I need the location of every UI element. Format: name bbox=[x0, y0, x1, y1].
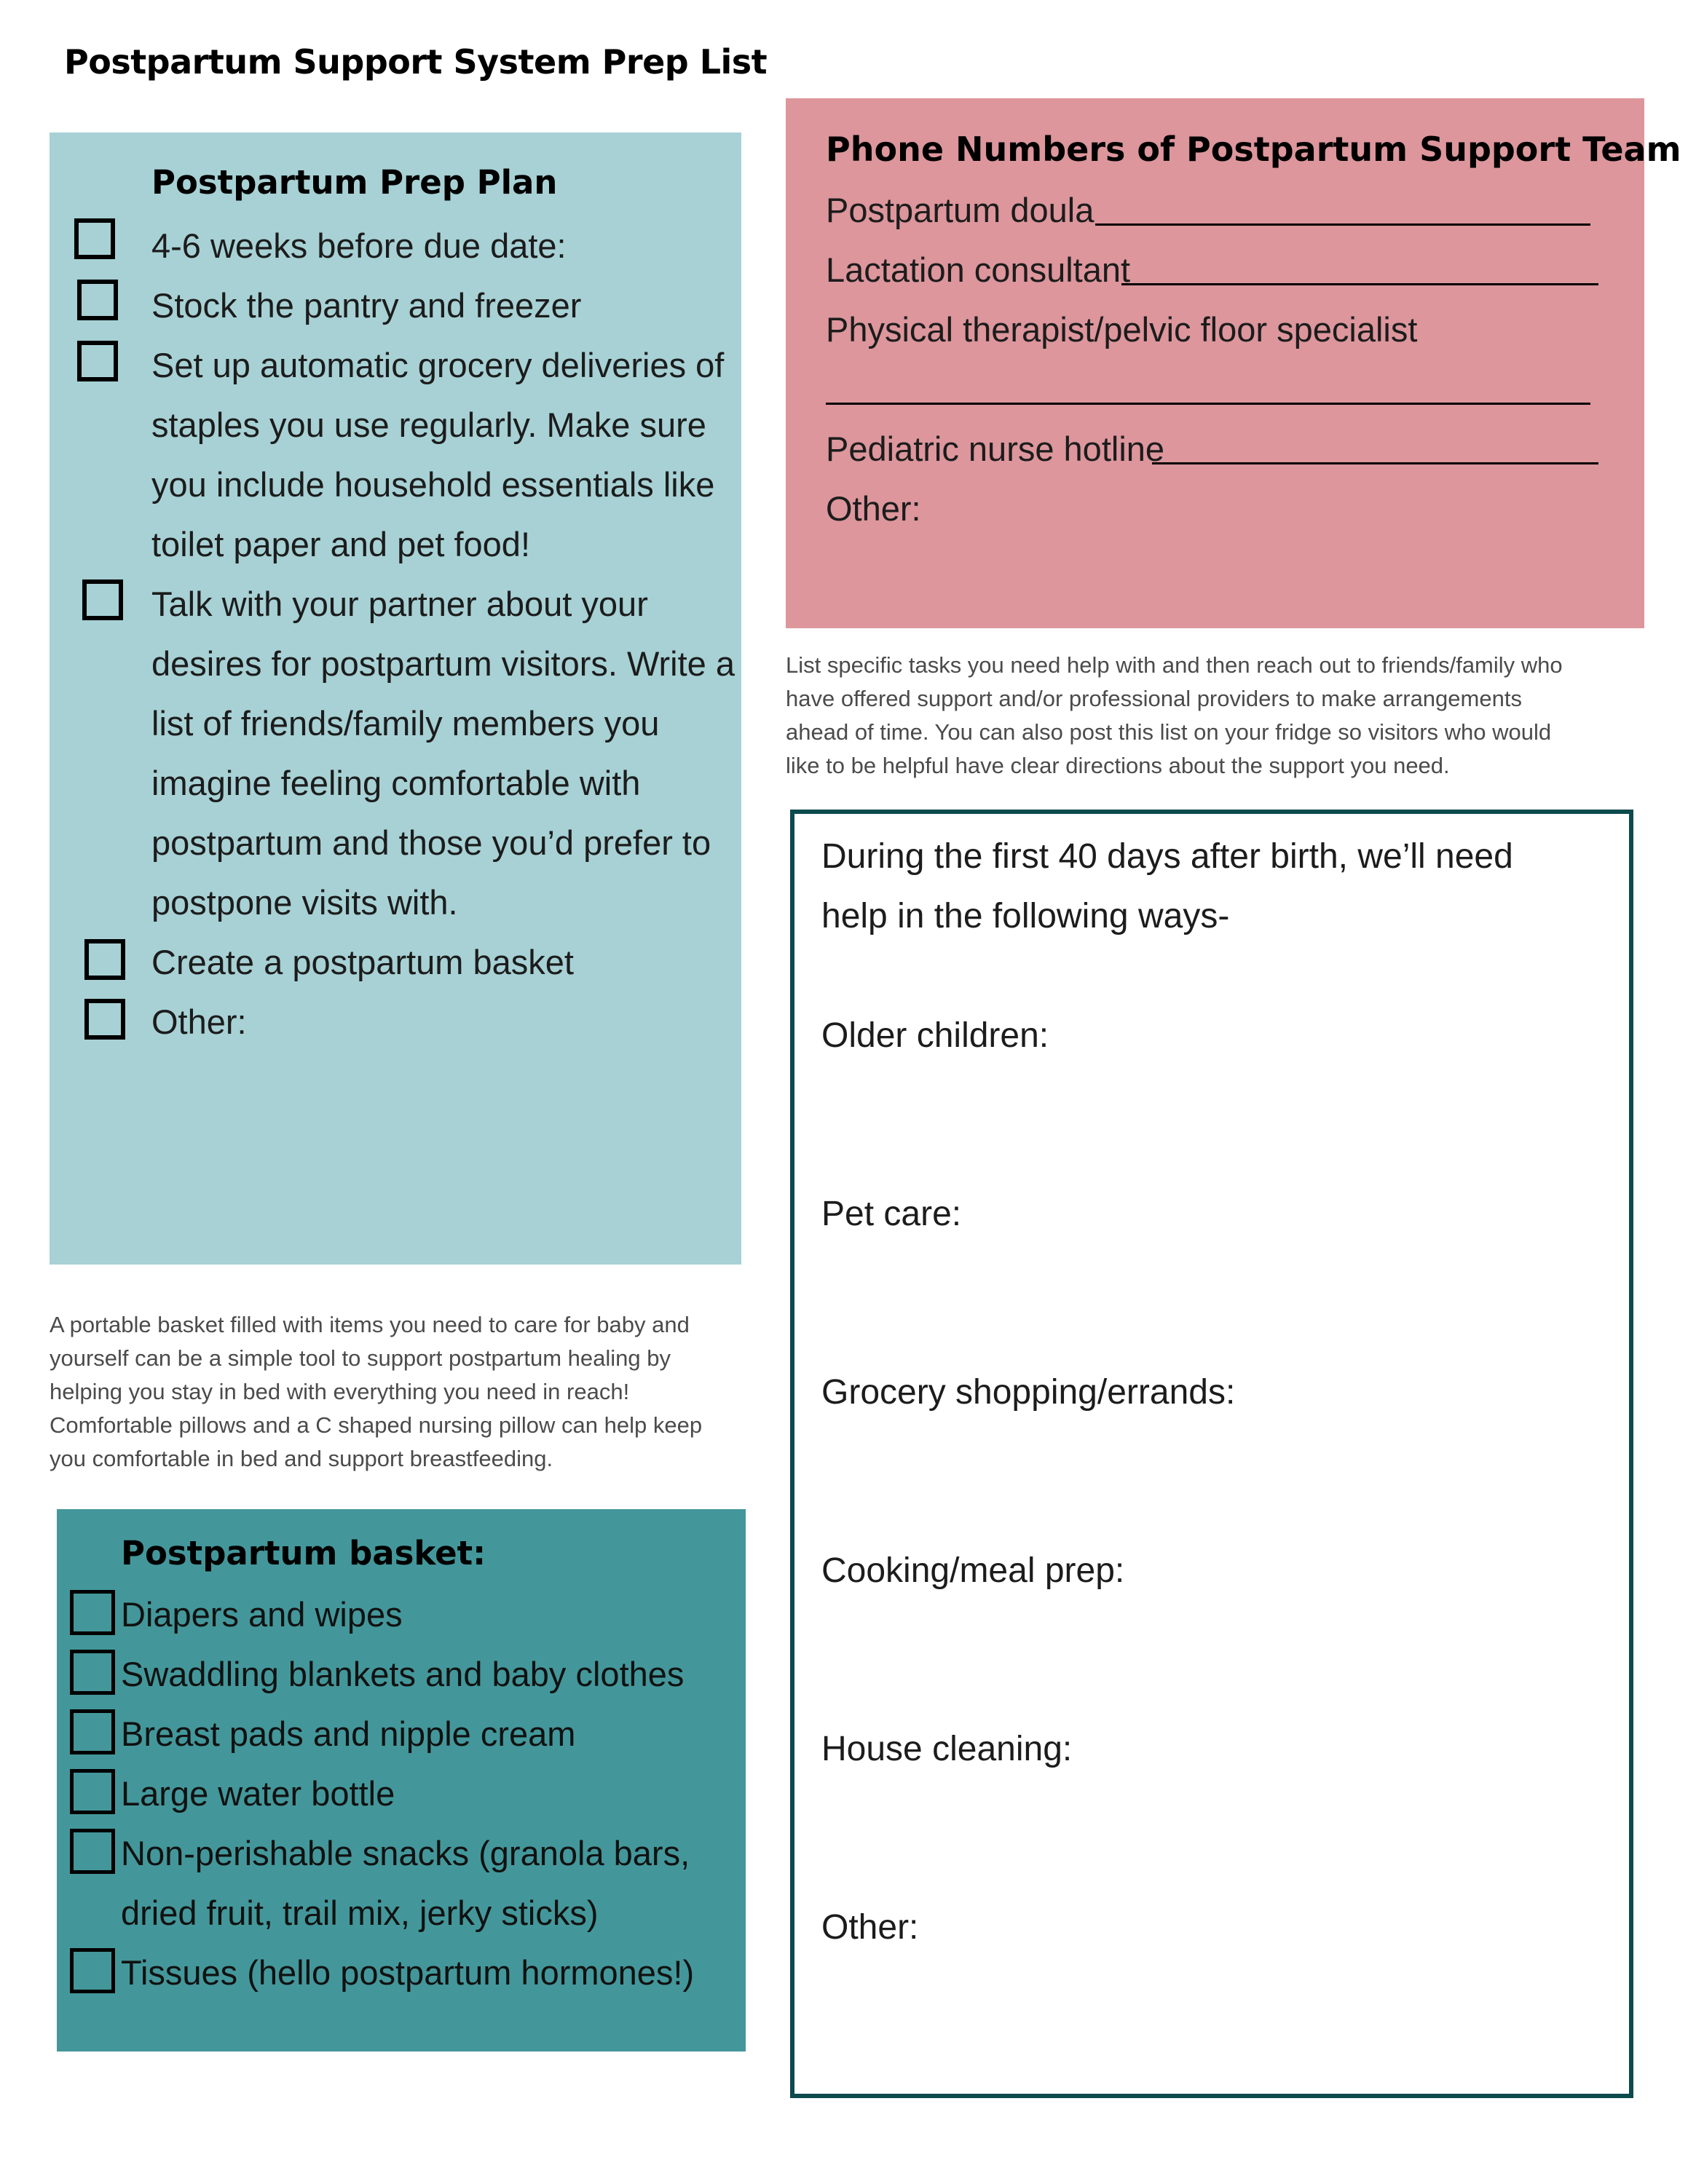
checkbox-grocery-deliveries[interactable] bbox=[77, 341, 118, 381]
checkbox-breast-pads[interactable] bbox=[70, 1709, 115, 1754]
prep-item: Other: bbox=[151, 1002, 247, 1041]
checkbox-snacks[interactable] bbox=[70, 1829, 115, 1874]
basket-caption-line: yourself can be a simple tool to support postpartum healing by bbox=[50, 1345, 671, 1371]
prep-item-continued: staples you use regularly. Make sure bbox=[151, 405, 706, 444]
phone-item-physical-therapist: Physical therapist/pelvic floor specialist bbox=[826, 310, 1418, 349]
tasks-caption-line: ahead of time. You can also post this list on your fridge so visitors who would bbox=[786, 719, 1552, 745]
doula-number-field[interactable] bbox=[1095, 223, 1590, 226]
prep-item: Set up automatic grocery deliveries of bbox=[151, 346, 725, 384]
need-grocery-errands: Grocery shopping/errands: bbox=[821, 1373, 1236, 1412]
need-pet-care: Pet care: bbox=[821, 1195, 962, 1233]
prep-item-continued: list of friends/family members you bbox=[151, 704, 660, 743]
phone-heading: Phone Numbers of Postpartum Support Team bbox=[826, 130, 1681, 169]
tasks-caption-line: have offered support and/or professional providers to make arrangements bbox=[786, 686, 1522, 711]
prep-item-continued: postpone visits with. bbox=[151, 883, 458, 922]
need-other: Other: bbox=[821, 1908, 919, 1947]
basket-caption-line: you comfortable in bed and support breastfeeding. bbox=[50, 1446, 553, 1471]
checkbox-water-bottle[interactable] bbox=[70, 1769, 115, 1814]
tasks-caption-line: List specific tasks you need help with and then reach out to friends/family who bbox=[786, 652, 1563, 678]
basket-item: Non-perishable snacks (granola bars, bbox=[121, 1834, 690, 1872]
checkbox-swaddling[interactable] bbox=[70, 1650, 115, 1695]
phone-item-other: Other: bbox=[826, 489, 921, 528]
phone-item-lactation: Lactation consultant bbox=[826, 250, 1131, 289]
prep-item: Talk with your partner about your bbox=[151, 585, 648, 623]
checkbox-diapers[interactable] bbox=[70, 1590, 115, 1635]
basket-caption-line: A portable basket filled with items you need to care for baby and bbox=[50, 1312, 690, 1337]
needs-intro-line: During the first 40 days after birth, we’ll need bbox=[821, 837, 1513, 876]
basket-item: Swaddling blankets and baby clothes bbox=[121, 1655, 685, 1693]
basket-caption-line: helping you stay in bed with everything you need in reach! bbox=[50, 1379, 630, 1404]
prep-item-continued: toilet paper and pet food! bbox=[151, 525, 531, 563]
page-title: Postpartum Support System Prep List bbox=[64, 42, 768, 82]
need-cooking-meal-prep: Cooking/meal prep: bbox=[821, 1551, 1125, 1590]
basket-item: Diapers and wipes bbox=[121, 1595, 403, 1634]
basket-item: Breast pads and nipple cream bbox=[121, 1714, 576, 1753]
prep-plan-heading: Postpartum Prep Plan bbox=[151, 163, 558, 202]
nurse-hotline-number-field[interactable] bbox=[1152, 462, 1598, 464]
lactation-number-field[interactable] bbox=[1121, 283, 1598, 285]
physical-therapist-number-field[interactable] bbox=[826, 403, 1590, 405]
phone-numbers-panel bbox=[786, 98, 1644, 628]
checkbox-weeks-before[interactable] bbox=[74, 218, 115, 259]
prep-item-continued: postpartum and those you’d prefer to bbox=[151, 823, 711, 862]
needs-intro-line: help in the following ways- bbox=[821, 897, 1230, 935]
help-needs-box bbox=[790, 810, 1633, 2098]
need-house-cleaning: House cleaning: bbox=[821, 1730, 1073, 1768]
basket-item: Tissues (hello postpartum hormones!) bbox=[121, 1953, 695, 1992]
tasks-caption-line: like to be helpful have clear directions about the support you need. bbox=[786, 753, 1450, 778]
checkbox-tissues[interactable] bbox=[70, 1948, 115, 1993]
basket-caption-line: Comfortable pillows and a C shaped nursing pillow can help keep bbox=[50, 1412, 703, 1438]
checkbox-talk-partner[interactable] bbox=[82, 579, 123, 620]
basket-item: Large water bottle bbox=[121, 1774, 395, 1813]
need-older-children: Older children: bbox=[821, 1016, 1049, 1055]
prep-item: Stock the pantry and freezer bbox=[151, 286, 582, 325]
prep-item: 4-6 weeks before due date: bbox=[151, 226, 567, 265]
checkbox-postpartum-basket[interactable] bbox=[84, 939, 125, 980]
prep-item: Create a postpartum basket bbox=[151, 943, 574, 981]
prep-item-continued: imagine feeling comfortable with bbox=[151, 764, 641, 802]
basket-item-continued: dried fruit, trail mix, jerky sticks) bbox=[121, 1894, 599, 1932]
phone-item-doula: Postpartum doula bbox=[826, 191, 1095, 229]
prep-item-continued: you include household essentials like bbox=[151, 465, 715, 504]
phone-item-nurse-hotline: Pediatric nurse hotline bbox=[826, 430, 1165, 468]
checkbox-stock-pantry[interactable] bbox=[77, 280, 118, 320]
basket-heading: Postpartum basket: bbox=[121, 1534, 486, 1572]
checkbox-other[interactable] bbox=[84, 999, 125, 1040]
prep-item-continued: desires for postpartum visitors. Write a bbox=[151, 644, 735, 683]
